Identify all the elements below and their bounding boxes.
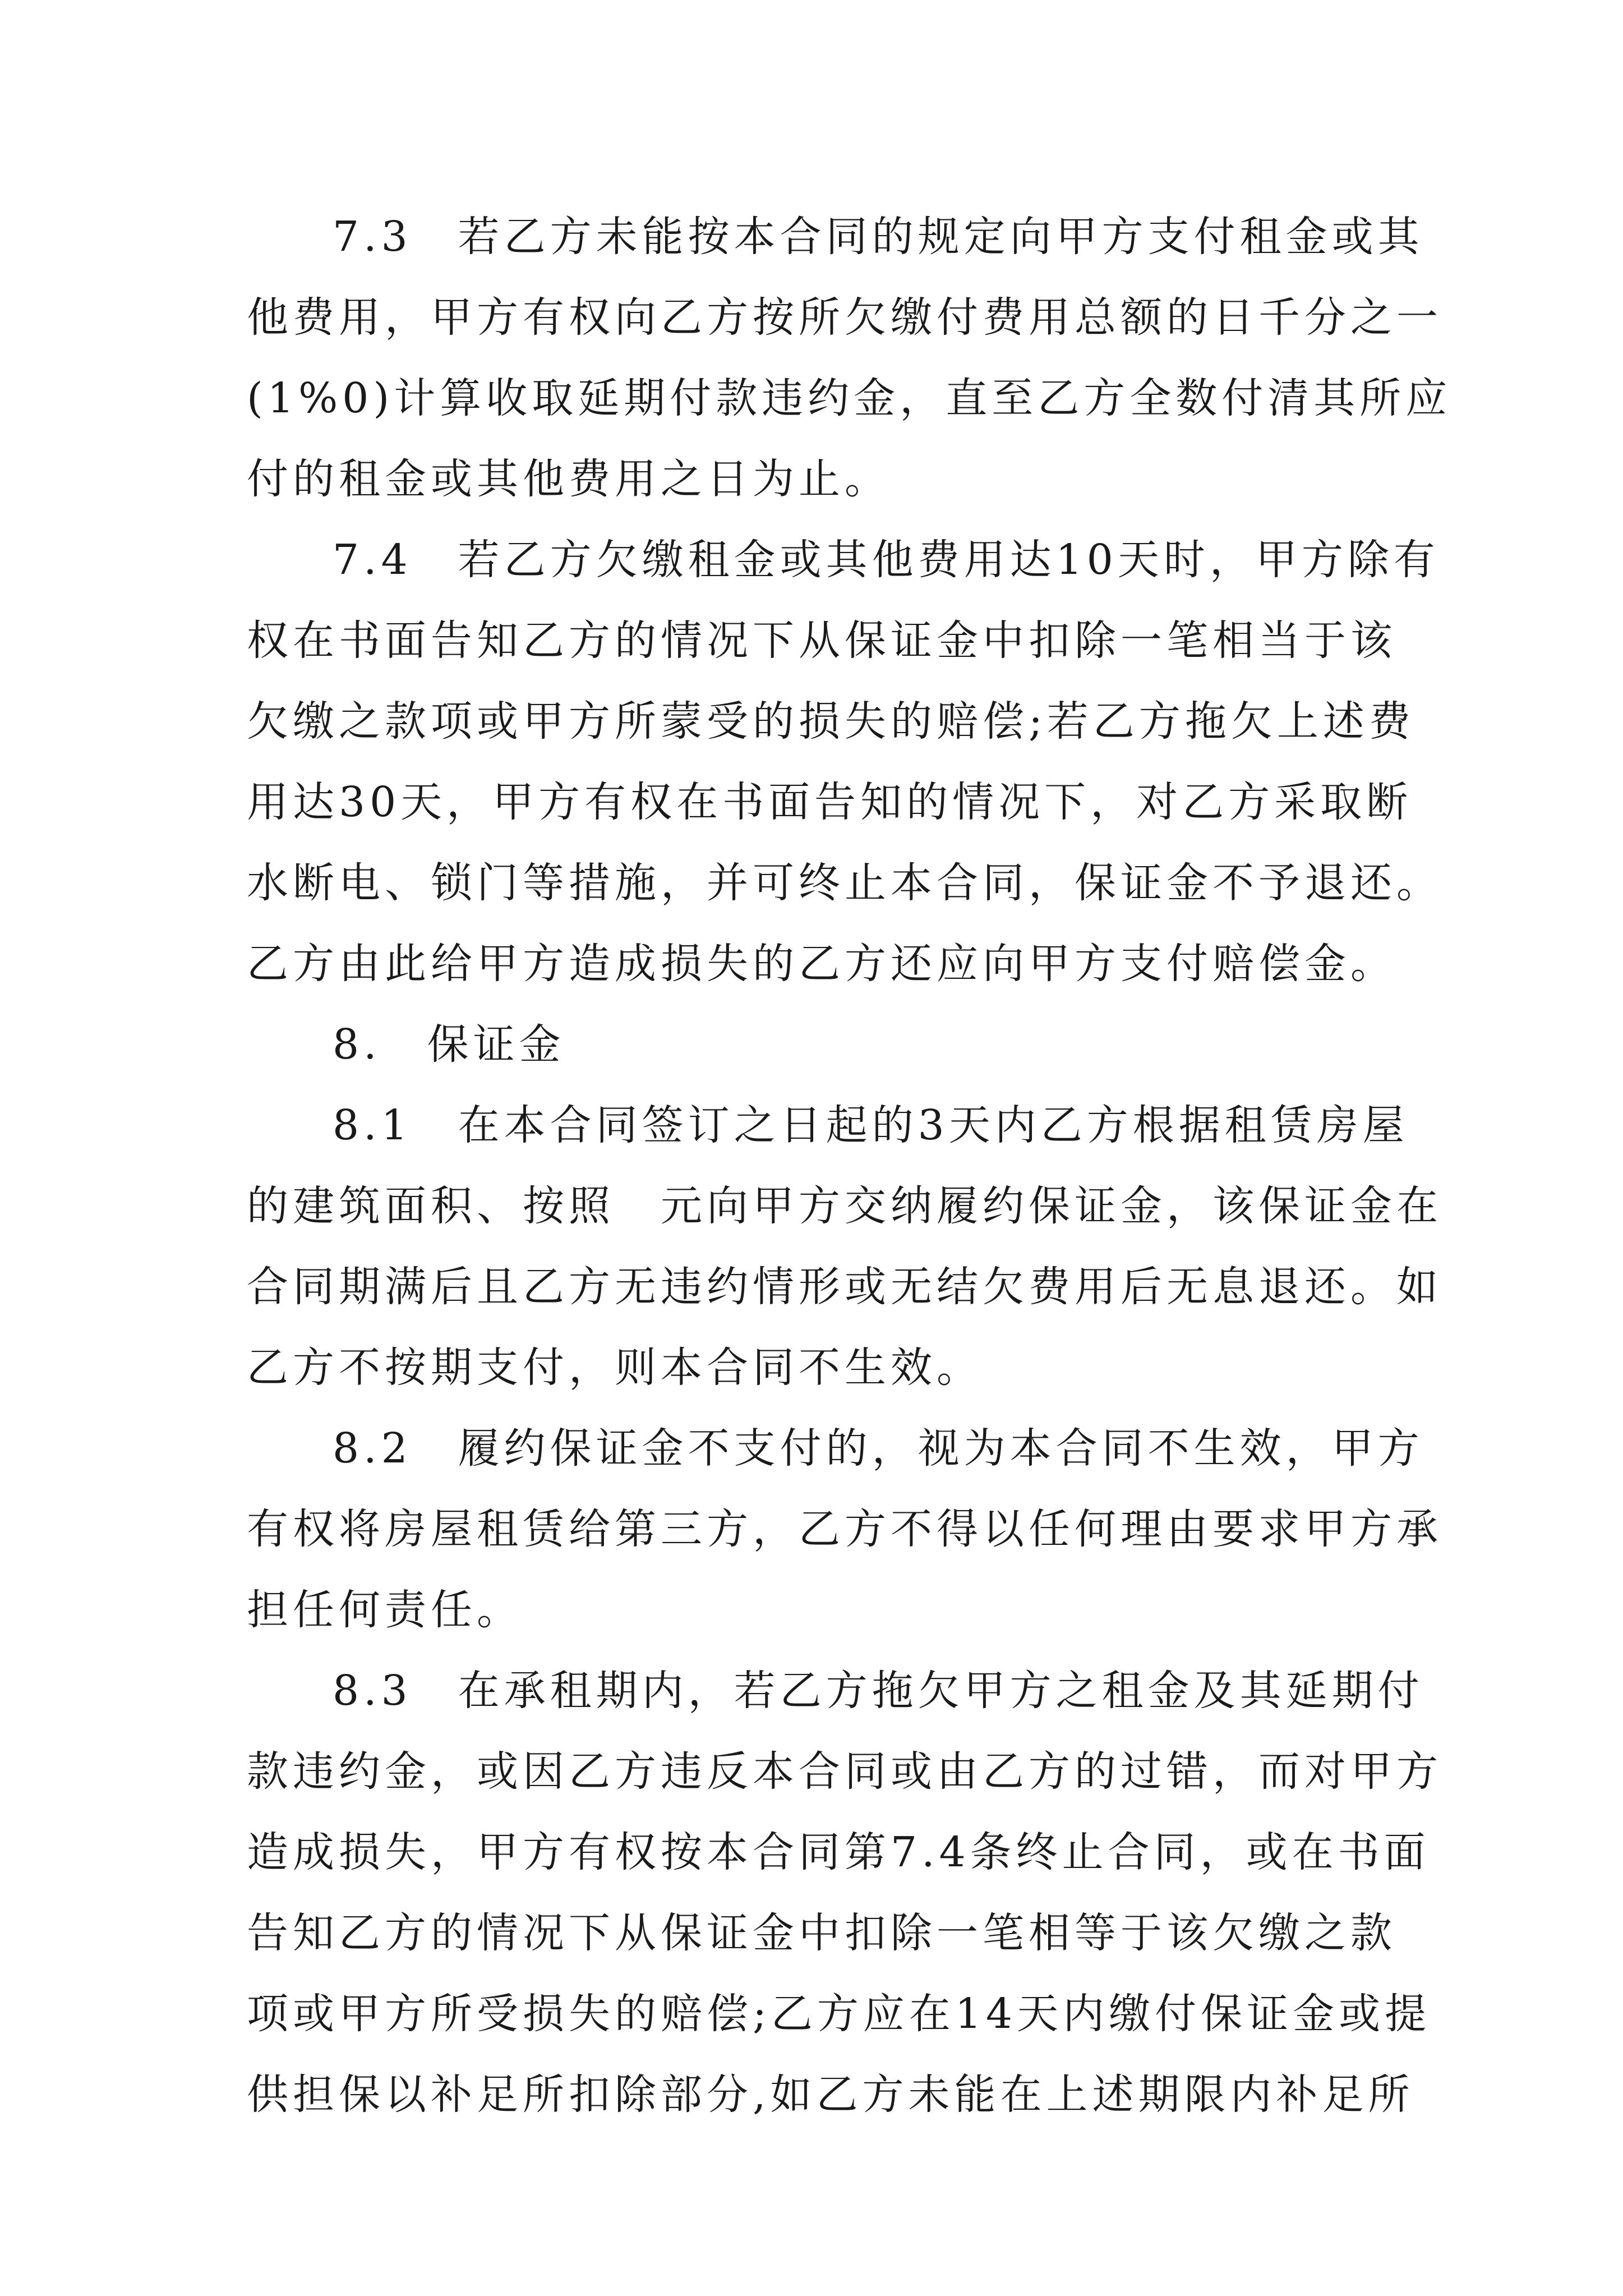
- clause-8-2-line-3: 担任何责任。: [247, 1586, 523, 1634]
- clause-7-3-line-2: 他费用，甲方有权向乙方按所欠缴付费用总额的日千分之一: [247, 293, 1442, 342]
- clause-8-3-line-1: 8.3 在承租期内，若乙方拖欠甲方之租金及其延期付: [333, 1667, 1424, 1715]
- clause-7-4-line-5: 水断电、锁门等措施，并可终止本合同，保证金不予退还。: [247, 859, 1442, 907]
- clause-7-4-line-4: 用达30天，甲方有权在书面告知的情况下，对乙方采取断: [247, 778, 1413, 826]
- clause-7-3-line-3: (1%0)计算收取延期付款违约金，直至乙方全数付清其所应: [247, 374, 1452, 422]
- contract-text: [247, 209, 1452, 2147]
- clause-7-4-line-3: 欠缴之款项或甲方所蒙受的损失的赔偿;若乙方拖欠上述费: [247, 697, 1415, 746]
- clause-7-4-line-1: 7.4 若乙方欠缴租金或其他费用达10天时，甲方除有: [333, 536, 1440, 584]
- clause-8-2-line-1: 8.2 履约保证金不支付的，视为本合同不生效，甲方: [333, 1424, 1424, 1473]
- clause-8-1-line-1: 8.1 在本合同签订之日起的3天内乙方根据租赁房屋: [333, 1101, 1409, 1149]
- clause-7-4-line-2: 权在书面告知乙方的情况下从保证金中扣除一笔相当于该: [247, 616, 1396, 665]
- section-8-heading: 8. 保证金: [333, 1020, 565, 1069]
- clause-8-3-line-3: 造成损失，甲方有权按本合同第7.4条终止合同，或在书面: [247, 1828, 1430, 1876]
- clause-8-3-line-2: 款违约金，或因乙方违反本合同或由乙方的过错，而对甲方: [247, 1747, 1442, 1796]
- clause-8-3-line-5: 项或甲方所受损失的赔偿;乙方应在14天内缴付保证金或提: [247, 1990, 1431, 2038]
- clause-7-3-line-4: 付的租金或其他费用之日为止。: [247, 455, 891, 503]
- clause-7-4-line-6: 乙方由此给甲方造成损失的乙方还应向甲方支付赔偿金。: [247, 940, 1396, 988]
- clause-8-1-line-3: 合同期满后且乙方无违约情形或无结欠费用后无息退还。如: [247, 1263, 1442, 1311]
- clause-8-3-line-4: 告知乙方的情况下从保证金中扣除一笔相等于该欠缴之款: [247, 1909, 1396, 1957]
- clause-7-3-line-1: 7.3 若乙方未能按本合同的规定向甲方支付租金或其: [333, 213, 1424, 261]
- clause-8-1-line-2: 的建筑面积、按照 元向甲方交纳履约保证金，该保证金在: [247, 1182, 1442, 1230]
- clause-8-2-line-2: 有权将房屋租赁给第三方，乙方不得以任何理由要求甲方承: [247, 1505, 1442, 1553]
- clause-8-1-line-4: 乙方不按期支付，则本合同不生效。: [247, 1343, 983, 1392]
- clause-8-3-line-6: 供担保以补足所扣除部分,如乙方未能在上述期限内补足所: [247, 2070, 1414, 2119]
